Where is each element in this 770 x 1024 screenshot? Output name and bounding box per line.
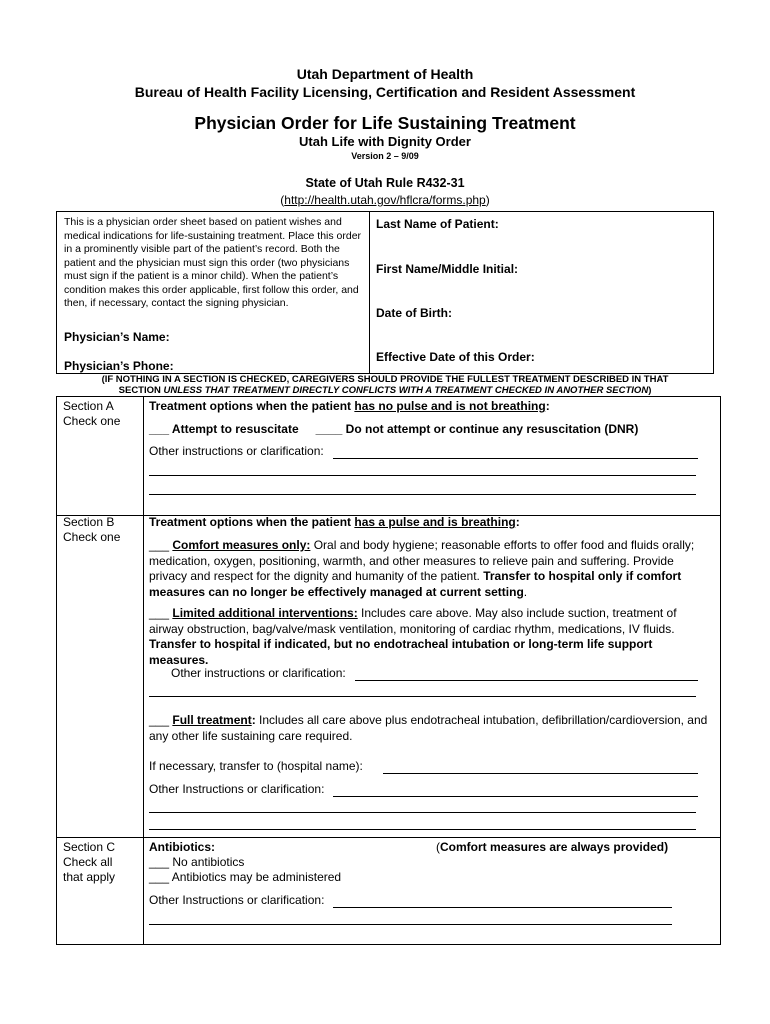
section-c-other-line-2[interactable] [149, 924, 672, 925]
notice-italic: UNLESS THAT TREATMENT DIRECTLY CONFLICTS WITH A TREATMENT CHECKED IN ANOTHER SECTION [163, 385, 649, 396]
form-title: Physician Order for Life Sustaining Treatment [194, 113, 576, 133]
limited-checkbox-blank[interactable]: ___ [149, 606, 173, 620]
section-a-other-line-2[interactable] [149, 475, 696, 476]
forms-link[interactable]: http://health.utah.gov/hflcra/forms.php [284, 193, 486, 207]
notice-line-2 [56, 385, 714, 396]
limited-other-line-1[interactable] [355, 680, 698, 681]
full-treatment-option[interactable] [149, 713, 714, 744]
comfort-checkbox-blank[interactable]: ___ [149, 538, 173, 552]
resuscitate-label: Attempt to resuscitate [171, 422, 299, 436]
limited-other-label: Other instructions or clarification: [171, 666, 346, 680]
section-c-instruction: Check all [63, 855, 113, 869]
comfort-always-note [436, 840, 716, 856]
dnr-label: Do not attempt or continue any resuscitation (DNR) [345, 422, 639, 436]
resuscitate-checkbox-blank[interactable]: ___ [149, 422, 172, 436]
resuscitate-option[interactable] [149, 422, 299, 436]
section-b-heading-condition: has a pulse and is breathing [354, 515, 516, 529]
limited-other-line-2[interactable] [149, 696, 696, 697]
section-a-other-line-1[interactable] [333, 458, 698, 459]
section-a-title: Section A [63, 399, 114, 413]
comfort-measures-option[interactable] [149, 538, 714, 600]
section-b-heading-text: Treatment options when the patient [149, 515, 355, 529]
comfort-note-text: Comfort measures are always provided) [440, 840, 669, 854]
comfort-note-paren: ( [436, 840, 440, 854]
section-b-other-line-2[interactable] [149, 812, 696, 813]
patient-info-box [56, 211, 714, 374]
dnr-checkbox-blank[interactable]: ____ [315, 422, 346, 436]
rule-url-line [0, 193, 770, 207]
comfort-description: Oral and body hygiene; reasonable efforts to offer food and fluids orally; medication, oxygen, positioning, warmth, and other measures to relieve pain and suffering. Provide privacy and respect for the dignity and humanity of the patient. [149, 538, 695, 583]
limited-interventions-option[interactable] [149, 606, 714, 668]
notice-close-paren: ) [648, 385, 652, 396]
state-rule: State of Utah Rule R432-31 [305, 176, 465, 190]
form-version: Version 2 – 9/09 [351, 151, 419, 161]
section-a-heading-text: Treatment options when the patient [149, 399, 355, 413]
section-c-title: Section C [63, 840, 116, 854]
limited-transfer-note: Transfer to hospital if indicated, but no endotracheal intubation or long-term life support measures. [149, 637, 653, 667]
intro-text: This is a physician order sheet based on patient wishes and medical indications for life-sustaining treatment. Place this order in a prominently visible part of the patient’s record. Both the patient and the physician must sign this order (two physicians must sign if the patient is a minor child). When the patient’s condition makes this order applicable, first follow this order, and then, if necessary, contact the signing physician. [64, 216, 362, 309]
section-b-label [63, 515, 120, 545]
limited-title: Limited additional interventions: [172, 606, 358, 620]
last-name-field[interactable]: Last Name of Patient: [376, 217, 499, 231]
antibiotics-allowed-option[interactable]: ___ Antibiotics may be administered [149, 870, 342, 884]
comfort-title: Comfort measures only: [172, 538, 311, 552]
date-of-birth-field[interactable]: Date of Birth: [376, 306, 452, 320]
section-a-other-line-3[interactable] [149, 494, 696, 495]
full-title: Full treatment [172, 713, 252, 727]
limited-description: Includes care above. May also include suction, treatment of airway obstruction, bag/valve/mask ventilation, monitoring of cardiac rhythm, medications, IV fluids. [149, 606, 677, 636]
section-c-other-line-1[interactable] [333, 907, 672, 908]
first-name-field[interactable]: First Name/Middle Initial: [376, 262, 519, 276]
bureau-name: Bureau of Health Facility Licensing, Certification and Resident Assessment [134, 84, 636, 100]
section-b-title: Section B [63, 515, 115, 529]
section-a-heading [149, 399, 714, 415]
table-column-divider [143, 397, 144, 944]
section-b-other-label: Other Instructions or clarification: [149, 782, 325, 796]
section-b-c-divider [57, 837, 720, 838]
physician-name-field[interactable]: Physician’s Name: [64, 330, 170, 344]
treatment-table [56, 396, 721, 945]
physician-phone-field[interactable]: Physician’s Phone: [64, 359, 174, 373]
comfort-transfer-note: Transfer to hospital only if comfort measures can no longer be effectively managed at current setting [149, 569, 682, 599]
section-b-heading [149, 515, 714, 531]
antibiotics-heading: Antibiotics: [149, 840, 215, 854]
url-open-paren: ( [280, 193, 285, 207]
section-a-label [63, 399, 120, 429]
section-c-instruction-2: that apply [63, 870, 116, 884]
section-b-other-line-1[interactable] [333, 796, 698, 797]
full-title-colon: : [251, 713, 256, 727]
notice-section-word: SECTION [118, 385, 164, 396]
no-antibiotics-option[interactable]: ___ No antibiotics [149, 855, 245, 869]
section-a-heading-colon: : [545, 399, 550, 413]
form-subtitle: Utah Life with Dignity Order [299, 134, 471, 149]
section-c-label [63, 840, 115, 885]
box-divider [369, 212, 370, 373]
section-c-other-label: Other Instructions or clarification: [149, 893, 325, 907]
section-a-instruction: Check one [63, 414, 121, 428]
transfer-hospital-label: If necessary, transfer to (hospital name): [149, 759, 363, 773]
dnr-option[interactable] [316, 422, 639, 436]
hospital-name-line[interactable] [383, 773, 698, 774]
full-description: Includes all care above plus endotracheal intubation, defibrillation/cardioversion, and any other life sustaining care required. [149, 713, 708, 743]
section-b-instruction: Check one [63, 530, 121, 544]
comfort-period: . [523, 584, 528, 599]
section-a-options [149, 422, 714, 438]
department-name: Utah Department of Health [296, 66, 474, 82]
section-b-heading-colon: : [515, 515, 520, 529]
section-a-heading-condition: has no pulse and is not breathing [354, 399, 546, 413]
full-checkbox-blank[interactable]: ___ [149, 713, 173, 727]
section-a-other-label: Other instructions or clarification: [149, 444, 324, 458]
notice-line-1: (IF NOTHING IN A SECTION IS CHECKED, CAREGIVERS SHOULD PROVIDE THE FULLEST TREATMENT DESCRIBED IN THAT [101, 374, 669, 385]
effective-date-field[interactable]: Effective Date of this Order: [376, 350, 535, 364]
url-close-paren: ) [485, 193, 490, 207]
section-b-other-line-3[interactable] [149, 829, 696, 830]
